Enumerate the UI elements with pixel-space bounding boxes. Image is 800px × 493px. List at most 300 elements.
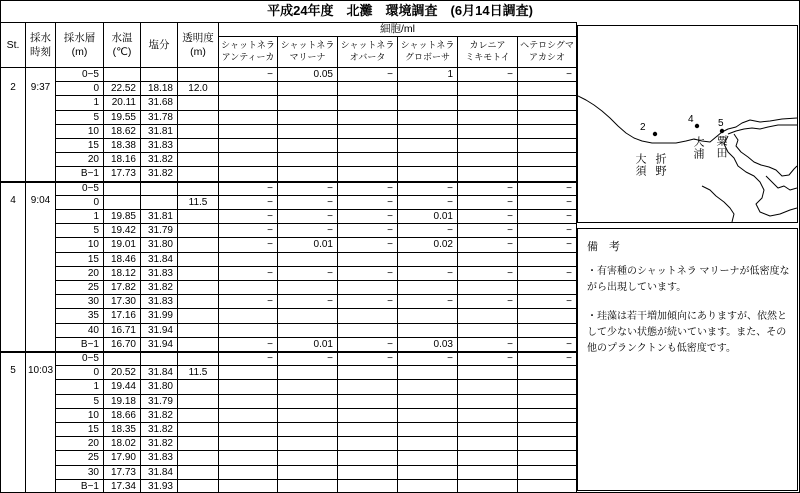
transparency-cell	[177, 394, 218, 408]
cell-density-cell: −	[517, 237, 576, 251]
cell-density-cell	[337, 252, 397, 266]
header-transparency-line1: 透明度	[182, 32, 214, 44]
cell-density-cell: 0.02	[397, 237, 457, 251]
salinity-cell	[140, 67, 177, 81]
cell-density-cell: −	[337, 181, 397, 195]
cell-density-cell	[337, 436, 397, 450]
cell-density-cell	[517, 465, 576, 479]
cell-density-cell	[277, 308, 337, 322]
cell-density-cell: −	[218, 337, 277, 351]
header-depth	[55, 22, 103, 67]
water-temp-cell: 20.11	[103, 95, 140, 109]
cell-density-cell	[457, 280, 517, 294]
cell-density-cell	[457, 365, 517, 379]
cell-density-cell	[397, 479, 457, 493]
depth-cell: 0	[55, 195, 103, 209]
header-species-ovata	[337, 36, 397, 67]
cell-density-cell: −	[457, 181, 517, 195]
cell-density-cell	[277, 394, 337, 408]
cell-density-cell: −	[457, 223, 517, 237]
depth-cell: 10	[55, 124, 103, 138]
station-number-cell: 2	[0, 67, 25, 181]
cell-density-cell: −	[517, 209, 576, 223]
cell-density-cell	[517, 280, 576, 294]
salinity-cell: 31.79	[140, 223, 177, 237]
cell-density-cell	[277, 252, 337, 266]
cell-density-cell	[457, 252, 517, 266]
depth-cell: 20	[55, 266, 103, 280]
water-temp-cell: 22.52	[103, 81, 140, 95]
cell-density-cell: −	[457, 209, 517, 223]
cell-density-cell	[277, 95, 337, 109]
remarks-title: 備 考	[587, 241, 620, 253]
remarks-box	[577, 228, 798, 491]
water-temp-cell: 16.70	[103, 337, 140, 351]
transparency-cell	[177, 337, 218, 351]
cell-density-cell	[277, 379, 337, 393]
salinity-cell: 31.83	[140, 294, 177, 308]
station-point-4-label: 4	[688, 114, 694, 125]
depth-cell: 5	[55, 223, 103, 237]
salinity-cell: 31.93	[140, 479, 177, 493]
transparency-cell	[177, 450, 218, 464]
water-temp-cell: 17.82	[103, 280, 140, 294]
cell-density-cell	[397, 166, 457, 180]
cell-density-cell	[337, 81, 397, 95]
cell-density-cell: −	[397, 351, 457, 365]
transparency-cell	[177, 181, 218, 195]
header-species-antiqua	[218, 36, 277, 67]
transparency-cell	[177, 124, 218, 138]
transparency-cell	[177, 422, 218, 436]
cell-density-cell	[517, 394, 576, 408]
cell-density-cell: −	[457, 195, 517, 209]
cell-density-cell	[397, 394, 457, 408]
transparency-cell	[177, 408, 218, 422]
cell-density-cell	[337, 465, 397, 479]
cell-density-cell: −	[457, 337, 517, 351]
water-temp-cell: 18.35	[103, 422, 140, 436]
cell-density-cell	[397, 81, 457, 95]
depth-cell: 25	[55, 280, 103, 294]
cell-density-cell: −	[218, 266, 277, 280]
cell-density-cell	[218, 479, 277, 493]
cell-density-cell	[457, 479, 517, 493]
salinity-cell: 18.18	[140, 81, 177, 95]
cell-density-cell	[517, 365, 576, 379]
cell-density-cell	[218, 152, 277, 166]
water-temp-cell: 19.42	[103, 223, 140, 237]
cell-density-cell: −	[337, 223, 397, 237]
salinity-cell: 31.94	[140, 337, 177, 351]
transparency-cell	[177, 465, 218, 479]
header-depth-line1: 採水層	[63, 32, 96, 44]
cell-density-cell: −	[218, 209, 277, 223]
cell-density-cell	[457, 110, 517, 124]
remark-item: ・有害種のシャットネラ マリーナが低密度ながら出現しています。	[587, 266, 790, 293]
place-label-orino: 折野	[654, 153, 666, 177]
salinity-cell: 31.83	[140, 266, 177, 280]
salinity-cell: 31.83	[140, 450, 177, 464]
cell-density-cell	[277, 81, 337, 95]
water-temp-cell	[103, 195, 140, 209]
cell-density-cell: −	[517, 181, 576, 195]
salinity-cell: 31.68	[140, 95, 177, 109]
cell-density-cell	[337, 110, 397, 124]
depth-cell: 20	[55, 436, 103, 450]
map-svg	[578, 26, 797, 222]
cell-density-cell	[517, 95, 576, 109]
water-temp-cell: 19.44	[103, 379, 140, 393]
cell-density-cell: 1	[397, 67, 457, 81]
cell-density-cell	[457, 422, 517, 436]
cell-density-cell: −	[337, 266, 397, 280]
cell-density-cell	[337, 95, 397, 109]
cell-density-cell	[218, 422, 277, 436]
species-genus: シャットネラ	[280, 40, 335, 50]
cell-density-cell: −	[337, 209, 397, 223]
water-temp-cell: 20.52	[103, 365, 140, 379]
cell-density-cell: −	[397, 266, 457, 280]
station-point-2-label: 2	[640, 122, 646, 133]
cell-density-cell	[457, 152, 517, 166]
cell-density-cell: −	[397, 294, 457, 308]
species-name: ミキモトイ	[465, 52, 510, 62]
salinity-cell: 31.82	[140, 422, 177, 436]
cell-density-cell	[457, 450, 517, 464]
inner-coastline	[724, 136, 797, 216]
salinity-cell: 31.99	[140, 308, 177, 322]
water-temp-cell: 19.85	[103, 209, 140, 223]
sampling-time-cell: 9:37	[25, 67, 55, 181]
cell-density-cell	[337, 379, 397, 393]
header-transparency	[177, 22, 218, 67]
depth-cell: 1	[55, 209, 103, 223]
cell-density-cell	[397, 323, 457, 337]
cell-density-cell	[337, 408, 397, 422]
depth-cell: 1	[55, 379, 103, 393]
cell-density-cell	[218, 124, 277, 138]
cell-density-cell	[517, 252, 576, 266]
transparency-cell	[177, 166, 218, 180]
depth-cell: 0−5	[55, 351, 103, 365]
cell-density-cell	[517, 81, 576, 95]
cell-density-cell	[397, 422, 457, 436]
transparency-cell	[177, 237, 218, 251]
cell-density-cell	[517, 408, 576, 422]
water-temp-cell: 16.71	[103, 323, 140, 337]
depth-cell: 15	[55, 422, 103, 436]
depth-cell: B−1	[55, 337, 103, 351]
cell-density-cell: −	[277, 294, 337, 308]
cell-density-cell	[277, 450, 337, 464]
cell-density-cell: −	[517, 266, 576, 280]
cell-density-cell	[277, 465, 337, 479]
salinity-cell: 31.82	[140, 152, 177, 166]
cell-density-cell: 0.05	[277, 67, 337, 81]
header-species-marina	[277, 36, 337, 67]
salinity-cell: 31.84	[140, 465, 177, 479]
station-point-5-label: 5	[718, 118, 724, 129]
cell-density-cell	[277, 138, 337, 152]
header-transparency-line2: (m)	[190, 46, 206, 58]
cell-density-cell	[457, 323, 517, 337]
station-number-cell: 4	[0, 181, 25, 351]
salinity-cell: 31.80	[140, 237, 177, 251]
species-name: グロボーサ	[404, 52, 450, 62]
water-temp-cell	[103, 181, 140, 195]
species-genus: シャットネラ	[340, 40, 395, 50]
cell-density-cell	[517, 436, 576, 450]
transparency-cell	[177, 223, 218, 237]
cell-density-cell	[218, 81, 277, 95]
cell-density-cell	[277, 479, 337, 493]
cell-density-cell	[218, 280, 277, 294]
header-species-globosa	[397, 36, 457, 67]
salinity-cell: 31.81	[140, 209, 177, 223]
transparency-cell	[177, 479, 218, 493]
water-temp-cell: 17.16	[103, 308, 140, 322]
location-map	[577, 25, 798, 223]
cell-density-cell: −	[517, 223, 576, 237]
salinity-cell: 31.84	[140, 365, 177, 379]
transparency-cell	[177, 308, 218, 322]
cell-density-cell: −	[218, 351, 277, 365]
cell-density-cell: −	[277, 195, 337, 209]
cell-density-cell: −	[277, 351, 337, 365]
transparency-cell: 12.0	[177, 81, 218, 95]
cell-density-cell	[218, 450, 277, 464]
water-temp-cell: 18.38	[103, 138, 140, 152]
salinity-cell: 31.81	[140, 124, 177, 138]
cell-density-cell	[218, 365, 277, 379]
salinity-cell: 31.82	[140, 408, 177, 422]
salinity-cell: 31.82	[140, 166, 177, 180]
cell-density-cell	[218, 408, 277, 422]
cell-density-cell	[457, 308, 517, 322]
depth-cell: 5	[55, 394, 103, 408]
cell-density-cell: −	[277, 181, 337, 195]
cell-density-cell: −	[517, 337, 576, 351]
cell-density-cell: −	[218, 237, 277, 251]
cell-density-cell	[457, 166, 517, 180]
cell-density-cell: −	[218, 223, 277, 237]
species-genus: シャットネラ	[221, 40, 275, 50]
cell-density-cell	[397, 365, 457, 379]
cell-density-cell: −	[517, 67, 576, 81]
cell-density-cell	[457, 408, 517, 422]
cell-density-cell	[517, 166, 576, 180]
cell-density-cell	[397, 308, 457, 322]
cell-density-cell: −	[218, 294, 277, 308]
cell-density-cell: −	[337, 195, 397, 209]
cell-density-cell	[337, 365, 397, 379]
water-temp-cell: 19.18	[103, 394, 140, 408]
place-label-awata: 粟田	[715, 135, 727, 159]
depth-cell: 30	[55, 465, 103, 479]
salinity-cell: 31.79	[140, 394, 177, 408]
transparency-cell	[177, 95, 218, 109]
cell-density-cell	[397, 436, 457, 450]
cell-density-cell	[277, 408, 337, 422]
transparency-cell	[177, 67, 218, 81]
cell-density-cell: −	[457, 237, 517, 251]
cell-density-cell	[517, 308, 576, 322]
transparency-cell	[177, 294, 218, 308]
station-point-4-dot	[695, 124, 699, 128]
report-title: 平成24年度 北灘 環境調査 (6月14日調査)	[267, 3, 533, 18]
header-species-karenia	[457, 36, 517, 67]
sampling-time-cell: 9:04	[25, 181, 55, 351]
cell-density-cell: −	[457, 351, 517, 365]
depth-cell: 20	[55, 152, 103, 166]
cell-density-cell	[277, 365, 337, 379]
station-point-2-dot	[653, 132, 657, 136]
cell-density-cell	[397, 124, 457, 138]
cell-density-cell: −	[517, 195, 576, 209]
transparency-cell	[177, 436, 218, 450]
river-bank	[728, 125, 797, 134]
transparency-cell: 11.5	[177, 195, 218, 209]
salinity-cell: 31.82	[140, 280, 177, 294]
species-genus: ヘテロシグマ	[520, 40, 574, 50]
transparency-cell	[177, 252, 218, 266]
cell-density-cell	[218, 465, 277, 479]
water-temp-cell: 17.90	[103, 450, 140, 464]
sampling-time-cell: 10:03	[25, 351, 55, 493]
cell-density-cell	[337, 152, 397, 166]
transparency-cell	[177, 266, 218, 280]
cell-density-cell: −	[337, 237, 397, 251]
cell-density-cell	[517, 379, 576, 393]
header-water-temp	[103, 22, 140, 67]
cell-density-cell: −	[277, 223, 337, 237]
cell-density-cell: −	[337, 337, 397, 351]
remark-item: ・珪藻は若干増加傾向にありますが、依然として少ない状態が続いています。また、その他のプランクトンも低密度です。	[587, 311, 787, 354]
salinity-cell: 31.84	[140, 252, 177, 266]
header-species-heterosigma	[517, 36, 576, 67]
species-name: オバータ	[349, 52, 386, 62]
cell-density-cell	[457, 436, 517, 450]
station-number-cell: 5	[0, 351, 25, 493]
place-label-oura: 大浦	[692, 136, 704, 160]
salinity-cell: 31.80	[140, 379, 177, 393]
cell-density-cell	[337, 308, 397, 322]
cell-density-cell	[517, 422, 576, 436]
cell-density-cell	[218, 394, 277, 408]
salinity-cell	[140, 351, 177, 365]
depth-cell: 40	[55, 323, 103, 337]
water-temp-cell: 17.30	[103, 294, 140, 308]
header-salinity	[140, 22, 177, 67]
header-water-temp-line2: (℃)	[112, 46, 132, 58]
cell-density-cell: −	[397, 223, 457, 237]
cell-density-cell	[337, 394, 397, 408]
station-point-5-dot	[720, 129, 724, 133]
cell-density-cell	[337, 124, 397, 138]
transparency-cell	[177, 379, 218, 393]
salinity-cell: 31.82	[140, 436, 177, 450]
cell-density-cell	[218, 95, 277, 109]
transparency-cell	[177, 152, 218, 166]
bay-coastline	[702, 186, 734, 222]
cell-density-cell	[218, 166, 277, 180]
salinity-cell: 31.78	[140, 110, 177, 124]
transparency-cell	[177, 138, 218, 152]
water-temp-cell: 17.34	[103, 479, 140, 493]
cell-density-cell	[277, 152, 337, 166]
transparency-cell: 11.5	[177, 365, 218, 379]
cell-density-cell	[277, 280, 337, 294]
cell-density-cell: −	[218, 195, 277, 209]
header-station-label: St.	[6, 39, 20, 51]
cell-density-cell	[337, 280, 397, 294]
cell-density-cell	[397, 408, 457, 422]
water-temp-cell: 18.16	[103, 152, 140, 166]
cell-density-cell	[337, 166, 397, 180]
cell-density-cell	[457, 138, 517, 152]
species-name: アンティーカ	[221, 52, 275, 62]
salinity-cell: 31.83	[140, 138, 177, 152]
cell-density-cell	[218, 252, 277, 266]
header-sampling-time-line1: 採水	[30, 32, 51, 44]
cell-density-cell	[457, 465, 517, 479]
cell-density-cell: 0.01	[397, 209, 457, 223]
header-salinity-label: 塩分	[148, 39, 170, 51]
cell-density-cell	[277, 323, 337, 337]
transparency-cell	[177, 323, 218, 337]
cell-density-cell: −	[457, 266, 517, 280]
cell-density-cell	[517, 450, 576, 464]
cell-density-cell	[337, 422, 397, 436]
cell-density-cell	[277, 436, 337, 450]
cell-density-cell	[517, 152, 576, 166]
cell-density-cell	[397, 379, 457, 393]
cell-density-cell: 0.01	[277, 237, 337, 251]
header-cells-unit: 細胞/ml	[218, 22, 576, 36]
transparency-cell	[177, 280, 218, 294]
cell-density-cell	[277, 110, 337, 124]
cell-density-cell	[397, 110, 457, 124]
cell-density-cell	[397, 465, 457, 479]
cell-density-cell	[397, 252, 457, 266]
salinity-cell: 31.94	[140, 323, 177, 337]
cell-density-cell	[457, 379, 517, 393]
cell-density-cell: −	[218, 67, 277, 81]
water-temp-cell: 19.01	[103, 237, 140, 251]
cell-density-cell: −	[397, 195, 457, 209]
cell-density-cell	[218, 308, 277, 322]
cell-density-cell	[277, 166, 337, 180]
cell-density-cell: −	[337, 67, 397, 81]
species-name: アカシオ	[529, 52, 565, 62]
water-temp-cell	[103, 351, 140, 365]
depth-cell: B−1	[55, 479, 103, 493]
water-temp-cell	[103, 67, 140, 81]
header-station	[0, 22, 25, 67]
depth-cell: 5	[55, 110, 103, 124]
species-genus: シャットネラ	[400, 40, 455, 50]
cell-density-cell	[517, 479, 576, 493]
depth-cell: 15	[55, 138, 103, 152]
depth-cell: 15	[55, 252, 103, 266]
cell-density-cell	[277, 124, 337, 138]
salinity-cell	[140, 195, 177, 209]
cell-density-cell	[397, 152, 457, 166]
transparency-cell	[177, 209, 218, 223]
water-temp-cell: 18.02	[103, 436, 140, 450]
water-temp-cell: 19.55	[103, 110, 140, 124]
